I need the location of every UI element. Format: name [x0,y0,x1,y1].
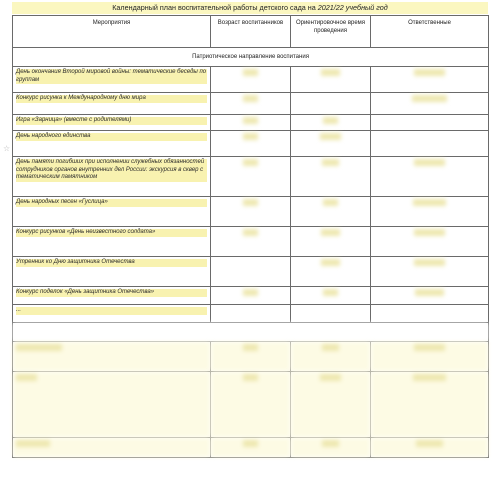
section-title: Патриотическое направление воспитания [13,48,489,67]
event-text: День народных песен «Гуслица» [16,199,207,207]
responsible-cell [371,115,489,131]
column-header-responsible: Ответственные [371,16,489,48]
responsible-cell [371,438,489,458]
responsible-cell [371,93,489,115]
event-text: Конкурс поделок «День защитника Отечества» [16,289,207,297]
age-cell [211,287,291,305]
responsible-cell [371,227,489,257]
responsible-cell [371,372,489,438]
age-cell [211,305,291,323]
table-row [13,227,489,257]
title-italic: 2021/22 учебный год [317,3,388,12]
table-header-row [13,16,489,48]
age-cell [211,157,291,197]
time-cell [291,115,371,131]
age-cell [211,131,291,157]
table-row [13,131,489,157]
responsible-cell [371,67,489,93]
section-title-blurred [13,323,489,342]
age-cell [211,227,291,257]
section-row [13,48,489,67]
age-cell [211,438,291,458]
star-icon[interactable]: ☆ [3,144,11,153]
table-row [13,287,489,305]
event-cell [13,67,211,93]
time-cell [291,157,371,197]
table-row [13,115,489,131]
event-cell [13,115,211,131]
event-text: ... [16,307,207,315]
responsible-cell [371,157,489,197]
table-row [13,372,489,438]
time-cell [291,131,371,157]
event-cell [13,257,211,287]
section-row [13,323,489,342]
event-cell [13,227,211,257]
time-cell [291,342,371,372]
responsible-cell [371,131,489,157]
event-text: День памяти погибших при исполнении служебных обязанностей сотрудников органов внутренних дел России: экскурсия в сквер с тематическим памятником [16,159,207,182]
time-cell [291,372,371,438]
event-cell [13,197,211,227]
age-cell [211,67,291,93]
event-cell [13,372,211,438]
table-row [13,305,489,323]
time-cell [291,287,371,305]
event-text: День народного единства [16,133,207,141]
table-row [13,438,489,458]
event-text: Утренник ко Дню защитника Отечества [16,259,207,267]
responsible-cell [371,305,489,323]
time-cell [291,227,371,257]
table-row [13,157,489,197]
event-text: Игра «Зарница» (вместе с родителями) [16,117,207,125]
time-cell [291,438,371,458]
table-row [13,67,489,93]
table-row [13,257,489,287]
age-cell [211,372,291,438]
event-cell [13,93,211,115]
event-text: Конкурс рисунка к Международному дню мира [16,95,207,103]
time-cell [291,197,371,227]
event-cell [13,305,211,323]
table-row [13,197,489,227]
responsible-cell [371,342,489,372]
age-cell [211,197,291,227]
age-cell [211,257,291,287]
event-text: День окончания Второй мировой войны: тематические беседы по группам [16,69,207,83]
column-header-age: Возраст воспитанников [211,16,291,48]
document-title [12,2,488,14]
responsible-cell [371,197,489,227]
age-cell [211,115,291,131]
age-cell [211,93,291,115]
title-prefix: Календарный план воспитательной работы детского сада на [112,3,318,12]
event-cell [13,157,211,197]
plan-table [12,15,489,458]
responsible-cell [371,287,489,305]
event-cell [13,438,211,458]
event-cell [13,342,211,372]
responsible-cell [371,257,489,287]
table-row [13,342,489,372]
time-cell [291,305,371,323]
event-cell [13,131,211,157]
time-cell [291,67,371,93]
event-cell [13,287,211,305]
table-row [13,93,489,115]
column-header-event: Мероприятия [13,16,211,48]
column-header-time: Ориентировочное время проведения [291,16,371,48]
time-cell [291,257,371,287]
time-cell [291,93,371,115]
age-cell [211,342,291,372]
event-text: Конкурс рисунков «День неизвестного солдата» [16,229,207,237]
